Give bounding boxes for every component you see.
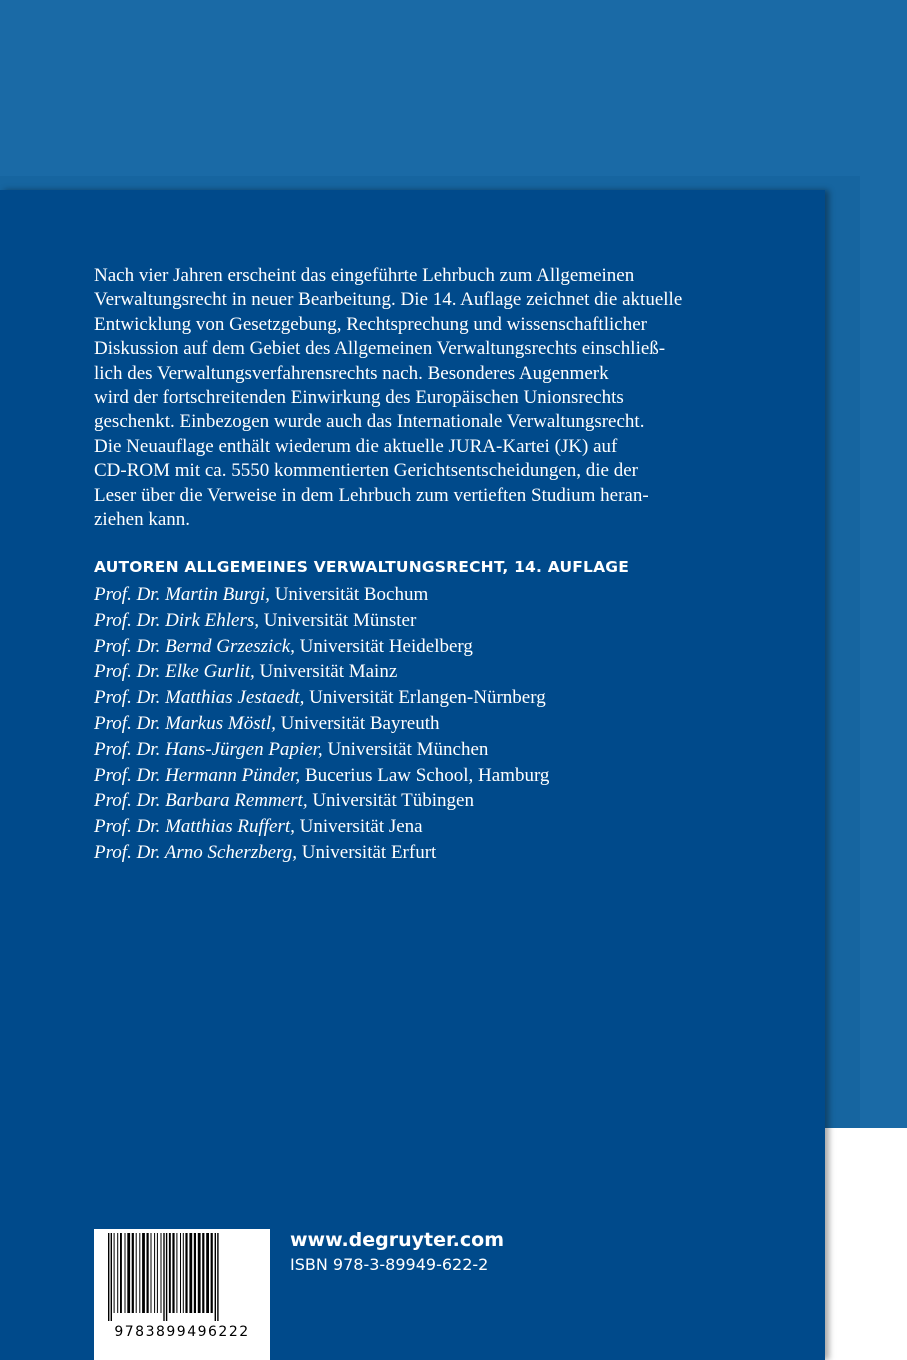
author-name: Prof. Dr. Markus Möstl, bbox=[94, 712, 276, 734]
author-name: Prof. Dr. Matthias Jestaedt, bbox=[94, 687, 305, 709]
barcode-bars-icon bbox=[106, 1233, 258, 1321]
authors-heading: AUTOREN ALLGEMEINES VERWALTUNGSRECHT, 14. AUFLAGE bbox=[94, 558, 629, 576]
book-description bbox=[94, 264, 734, 532]
author-name: Prof. Dr. Hermann Pünder, bbox=[94, 764, 301, 786]
author-affiliation: Universität Mainz bbox=[254, 661, 398, 683]
author-entry bbox=[94, 788, 549, 814]
author-entry bbox=[94, 685, 549, 711]
description-line: geschenkt. Einbezogen wurde auch das Internationale Verwaltungsrecht. bbox=[94, 411, 645, 433]
page-edge bbox=[825, 1128, 907, 1360]
author-entry bbox=[94, 711, 549, 737]
author-affiliation: Universität München bbox=[322, 738, 489, 760]
author-name: Prof. Dr. Bernd Grzeszick, bbox=[94, 635, 295, 657]
author-entry bbox=[94, 814, 549, 840]
description-line: Nach vier Jahren erscheint das eingeführte Lehrbuch zum Allgemeinen bbox=[94, 265, 635, 286]
description-line: CD-ROM mit ca. 5550 kommentierten Gerichtsentscheidungen, die der bbox=[94, 460, 639, 482]
description-line: Die Neuauflage enthält wiederum die aktuelle JURA-Kartei (JK) auf bbox=[94, 435, 618, 457]
author-affiliation: Universität Bochum bbox=[269, 584, 429, 605]
author-name: Prof. Dr. Arno Scherzberg, bbox=[94, 841, 298, 863]
author-affiliation: Bucerius Law School, Hamburg bbox=[300, 764, 550, 786]
author-affiliation: Universität Heidelberg bbox=[294, 635, 473, 657]
author-entry bbox=[94, 737, 549, 763]
author-name: Prof. Dr. Dirk Ehlers, bbox=[94, 609, 260, 631]
description-line: Leser über die Verweise in dem Lehrbuch zum vertieften Studium heran- bbox=[94, 484, 649, 506]
author-name: Prof. Dr. Elke Gurlit, bbox=[94, 661, 255, 683]
author-entry bbox=[94, 582, 549, 608]
publisher-website: www.degruyter.com bbox=[290, 1229, 504, 1251]
author-entry bbox=[94, 659, 549, 685]
author-affiliation: Universität Tübingen bbox=[307, 790, 474, 812]
author-affiliation: Universität Münster bbox=[259, 609, 417, 631]
author-affiliation: Universität Erfurt bbox=[297, 841, 437, 863]
author-list bbox=[94, 582, 549, 866]
author-name: Prof. Dr. Martin Burgi, bbox=[94, 584, 270, 605]
author-name: Prof. Dr. Barbara Remmert, bbox=[94, 790, 308, 812]
description-line: wird der fortschreitenden Einwirkung des Europäischen Unionsrechts bbox=[94, 387, 624, 409]
author-entry bbox=[94, 763, 549, 789]
author-affiliation: Universität Jena bbox=[294, 816, 423, 838]
author-entry bbox=[94, 608, 549, 634]
barcode-number: 9783899496222 bbox=[114, 1324, 250, 1340]
description-line: Verwaltungsrecht in neuer Bearbeitung. Die 14. Auflage zeichnet die aktuelle bbox=[94, 289, 683, 311]
isbn-number: ISBN 978-3-89949-622-2 bbox=[290, 1255, 489, 1274]
description-line: Entwicklung von Gesetzgebung, Rechtsprechung und wissenschaftlicher bbox=[94, 313, 647, 335]
barcode bbox=[94, 1229, 270, 1360]
description-line: Diskussion auf dem Gebiet des Allgemeinen Verwaltungsrechts einschließ- bbox=[94, 338, 666, 360]
author-affiliation: Universität Erlangen-Nürnberg bbox=[304, 687, 546, 709]
author-affiliation: Universität Bayreuth bbox=[275, 712, 440, 734]
description-line: ziehen kann. bbox=[94, 509, 191, 531]
author-entry bbox=[94, 840, 549, 866]
author-name: Prof. Dr. Matthias Ruffert, bbox=[94, 816, 295, 838]
description-line: lich des Verwaltungsverfahrensrechts nach. Besonderes Augenmerk bbox=[94, 362, 609, 384]
author-name: Prof. Dr. Hans-Jürgen Papier, bbox=[94, 738, 323, 760]
author-entry bbox=[94, 634, 549, 660]
